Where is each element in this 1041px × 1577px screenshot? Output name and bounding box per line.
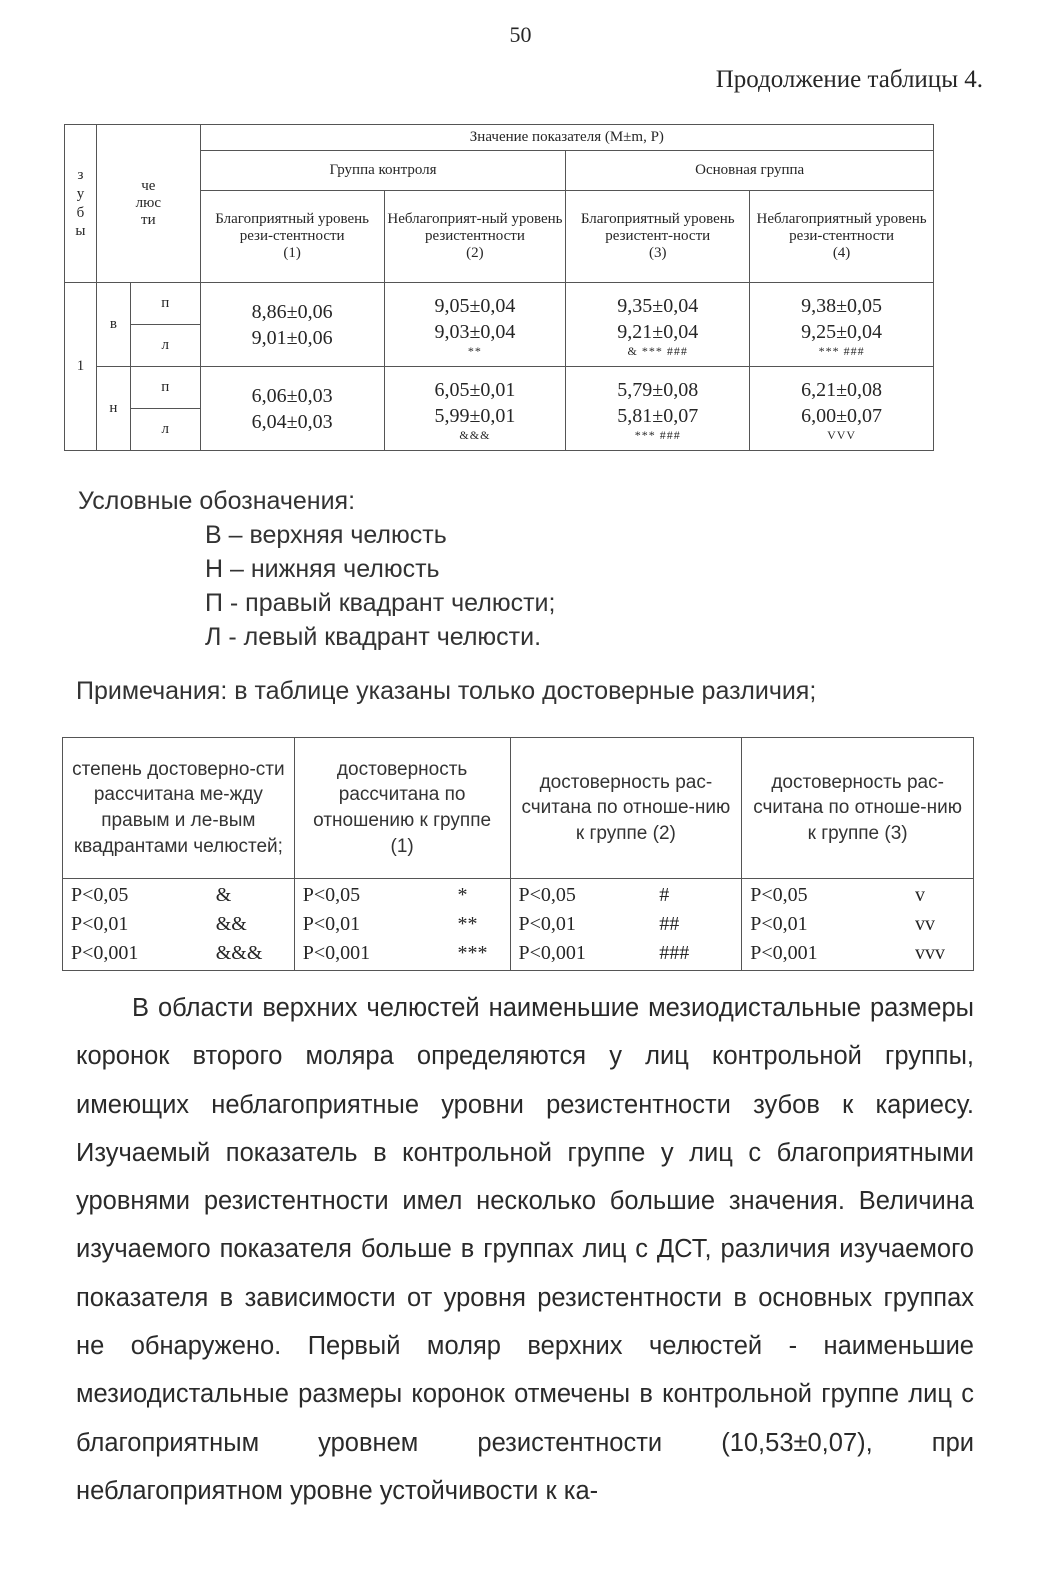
sig-header-group2: достоверность рас-считана по отноше-нию к группе (2) <box>510 738 742 879</box>
paragraph-text: В области верхних челюстей наименьшие мезиодистальные размеры коронок второго моляра определяются у лиц контрольной группы, имеющих неблагоприятные уровни резистентности зубов к кариесу. Изучаемый показатель в контрольной группе у лиц с благоприятными уровнями резистентности имел несколько большие значения. Величина изучаемого показателя больше в группах лиц с ДСТ, различия изучаемого показателя в зависимости от уровня резистентности в основных группах не обнаружено. Первый моляр верхних челюстей - наименьшие мезиодистальные размеры коронок отмечены в контрольной группе лиц с благоприятным уровнем резистентности (10,53±0,07), при неблагоприятном уровне устойчивости к ка- <box>76 994 974 1505</box>
legend-item: Н – нижняя челюсть <box>205 555 440 583</box>
jaw-lower-label: н <box>96 367 130 451</box>
table-continuation-label: Продолжение таблицы 4. <box>715 66 983 93</box>
legend-title: Условные обозначения: <box>78 487 356 515</box>
sig-header-group3: достоверность рас-считана по отноше-нию к группе (3) <box>742 738 974 879</box>
side-right-label: п <box>130 367 200 409</box>
sig-values-group3: P<0,05 v P<0,01 vv P<0,001 vvv <box>742 879 974 971</box>
sig-header-quadrants: степень достоверно-сти рассчитана ме-жду правым и ле-вым квадрантами челюстей; <box>63 738 295 879</box>
side-right-label: п <box>130 283 200 325</box>
cell-upper-3: 9,35±0,04 9,21±0,04 & *** ### <box>566 283 750 367</box>
legend-item: Л - левый квадрант челюсти. <box>205 623 542 651</box>
jaw-header: че люс ти <box>96 125 200 283</box>
sig-values-group1: P<0,05 * P<0,01 ** P<0,001 *** <box>294 879 510 971</box>
tooth-number: 1 <box>65 283 97 451</box>
sig-values-quadrants: P<0,05 & P<0,01 && P<0,001 &&& <box>63 879 295 971</box>
column-header-4: Неблагоприятный уровень рези-стентности (4) <box>750 191 934 283</box>
column-header-2: Неблагоприят-ный уровень резистентности (2) <box>384 191 566 283</box>
cell-lower-3: 5,79±0,08 5,81±0,07 *** ### <box>566 367 750 451</box>
legend-item: П - правый квадрант челюсти; <box>205 589 556 617</box>
side-left-label: л <box>130 325 200 367</box>
column-header-3: Благоприятный уровень резистент-ности (3) <box>566 191 750 283</box>
side-left-label: л <box>130 409 200 451</box>
teeth-header: з у б ы <box>65 125 97 283</box>
cell-upper-4: 9,38±0,05 9,25±0,04 *** ### <box>750 283 934 367</box>
sig-header-group1: достоверность рассчитана по отношению к группе (1) <box>294 738 510 879</box>
significance-table <box>62 737 974 971</box>
main-group-header: Основная группа <box>566 151 934 191</box>
control-group-header: Группа контроля <box>200 151 566 191</box>
cell-lower-4: 6,21±0,08 6,00±0,07 VVV <box>750 367 934 451</box>
column-header-1: Благоприятный уровень рези-стентности (1) <box>200 191 384 283</box>
legend <box>78 484 555 654</box>
page-number: 50 <box>509 22 532 47</box>
cell-upper-1: 8,86±0,06 9,01±0,06 <box>200 283 384 367</box>
indicator-header: Значение показателя (M±m, P) <box>200 125 933 151</box>
jaw-upper-label: в <box>96 283 130 367</box>
body-paragraph <box>76 984 974 1515</box>
cell-lower-2: 6,05±0,01 5,99±0,01 &&& <box>384 367 566 451</box>
cell-lower-1: 6,06±0,03 6,04±0,03 <box>200 367 384 451</box>
sig-values-group2: P<0,05 # P<0,01 ## P<0,001 ### <box>510 879 742 971</box>
notes-label: Примечания: в таблице указаны только достоверные различия; <box>76 677 817 705</box>
cell-upper-2: 9,05±0,04 9,03±0,04 ** <box>384 283 566 367</box>
legend-item: В – верхняя челюсть <box>205 521 447 549</box>
measurements-table <box>64 124 934 451</box>
